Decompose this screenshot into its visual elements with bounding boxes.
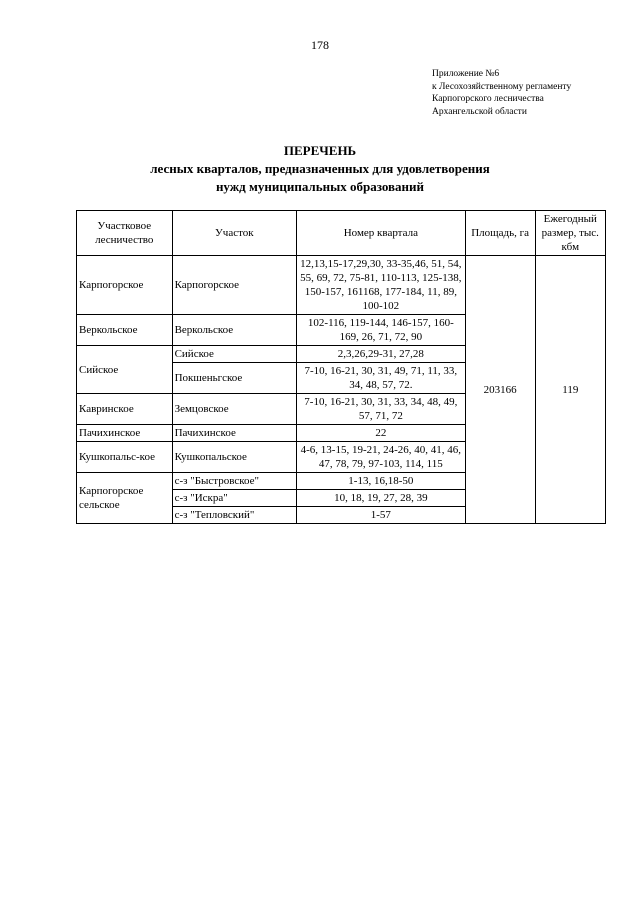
forestry-cell: Пачихинское	[77, 425, 173, 442]
quarters-cell: 2,3,26,29-31, 27,28	[297, 346, 466, 363]
appendix-line: Приложение №6	[432, 69, 500, 79]
header-annual: Ежегодный размер, тыс. кбм	[535, 211, 605, 256]
appendix-note	[432, 68, 632, 118]
table-header-row	[77, 211, 606, 256]
quarters-table	[76, 210, 606, 524]
forestry-cell: Кушкопальс-кое	[77, 442, 173, 473]
title-line: ПЕРЕЧЕНЬ	[283, 143, 357, 158]
section-cell: Пачихинское	[172, 425, 296, 442]
quarters-cell: 22	[297, 425, 466, 442]
annual-cell: 119	[535, 256, 605, 524]
forestry-cell: Веркольское	[77, 315, 173, 346]
table-row	[77, 256, 606, 315]
title-line: лесных кварталов, предназначенных для удовлетворения	[150, 161, 490, 176]
header-forestry: Участковое лесничество	[77, 211, 173, 256]
title-line: нужд муниципальных образований	[215, 179, 425, 194]
quarters-cell: 7-10, 16-21, 30, 31, 33, 34, 48, 49, 57, 71, 72	[297, 394, 466, 425]
quarters-cell: 1-13, 16,18-50	[297, 473, 466, 490]
section-cell: Земцовское	[172, 394, 296, 425]
section-cell: с-з "Тепловский"	[172, 507, 296, 524]
appendix-line: Архангельской области	[432, 106, 527, 117]
section-cell: Карпогорское	[172, 256, 296, 315]
forestry-cell: Карпогорское	[77, 256, 173, 315]
area-cell: 203166	[465, 256, 535, 524]
section-cell: Веркольское	[172, 315, 296, 346]
quarters-cell: 7-10, 16-21, 30, 31, 49, 71, 11, 33, 34, 48, 57, 72.	[297, 363, 466, 394]
forestry-cell: Сийское	[77, 346, 173, 394]
quarters-cell: 102-116, 119-144, 146-157, 160-169, 26, 71, 72, 90	[297, 315, 466, 346]
header-area: Площадь, га	[465, 211, 535, 256]
appendix-line: к Лесохозяйственному регламенту	[432, 81, 572, 92]
section-cell: с-з "Быстровское"	[172, 473, 296, 490]
quarters-cell: 1-57	[297, 507, 466, 524]
quarters-cell: 12,13,15-17,29,30, 33-35,46, 51, 54, 55, 69, 72, 75-81, 110-113, 125-138, 150-157, 161168, 177-184, 11, 89, 100-102	[297, 256, 466, 315]
section-cell: Кушкопальское	[172, 442, 296, 473]
forestry-cell: Карпогорское сельское	[77, 473, 173, 524]
quarters-cell: 10, 18, 19, 27, 28, 39	[297, 490, 466, 507]
section-cell: с-з "Искра"	[172, 490, 296, 507]
quarters-cell: 4-6, 13-15, 19-21, 24-26, 40, 41, 46, 47, 78, 79, 97-103, 114, 115	[297, 442, 466, 473]
section-cell: Покшеньгское	[172, 363, 296, 394]
section-cell: Сийское	[172, 346, 296, 363]
appendix-line: Карпогорского лесничества	[432, 94, 544, 104]
page-number: 178	[311, 38, 329, 52]
header-section: Участок	[172, 211, 296, 256]
forestry-cell: Кавринское	[77, 394, 173, 425]
document-title	[0, 142, 640, 196]
header-quarter: Номер квартала	[297, 211, 466, 256]
